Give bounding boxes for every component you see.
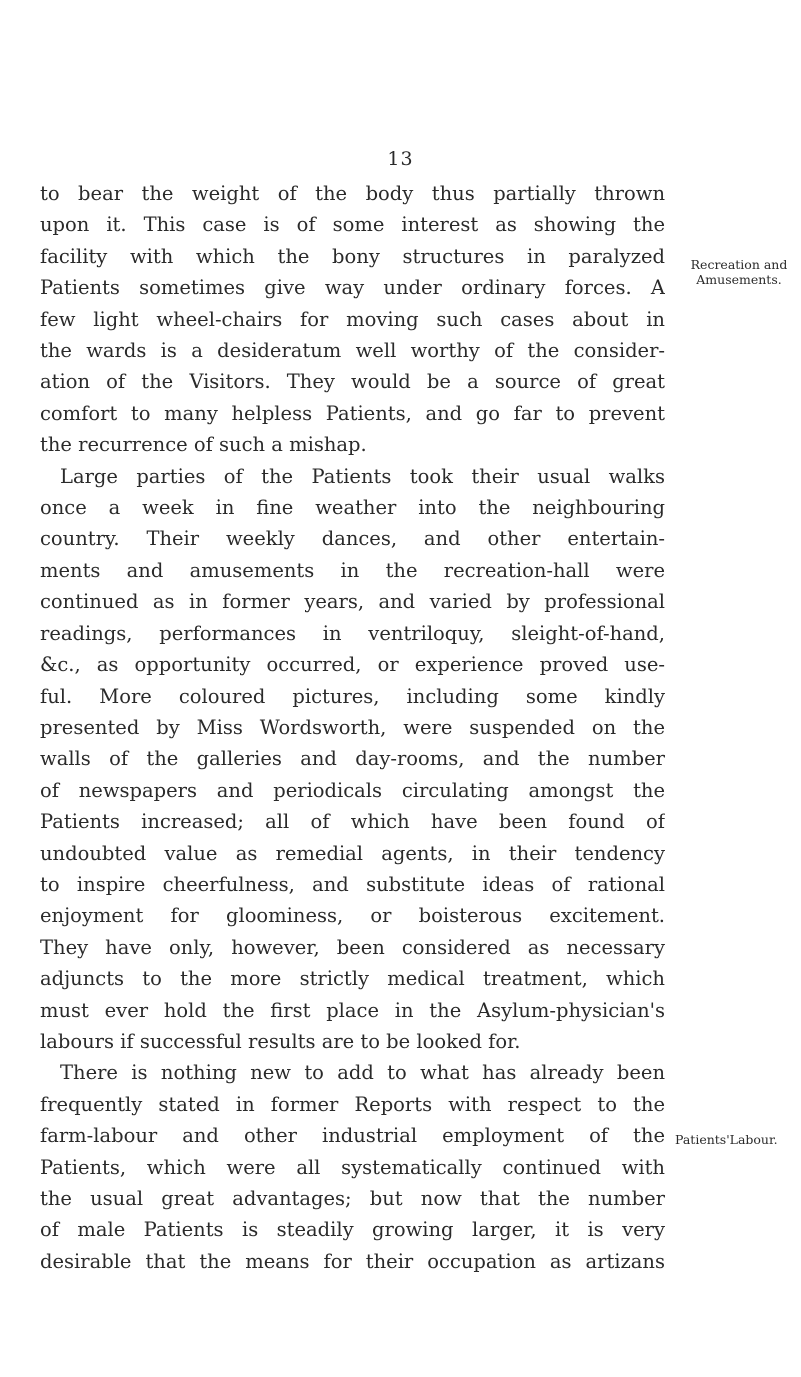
text-line: walls of the galleries and day-rooms, and the number (40, 747, 665, 771)
text-line: readings, performances in ventriloquy, sleight-of-hand, (40, 621, 665, 645)
text-line: must ever hold the first place in the Asylum-physician's (40, 998, 665, 1022)
text-line: labours if successful results are to be looked for. (40, 1029, 521, 1053)
paragraph-patients-labour (40, 1057, 665, 1277)
margin-note-line: Recreation and (690, 257, 788, 272)
text-line: Patients, which were all systematically continued with (40, 1155, 665, 1179)
text-line: the recurrence of such a mishap. (40, 433, 367, 457)
text-line: ation of the Visitors. They would be a source of great (40, 370, 665, 394)
text-line: &c., as opportunity occurred, or experience proved use- (40, 653, 665, 677)
text-line: country. Their weekly dances, and other entertain- (40, 527, 665, 551)
paragraph-recreation (40, 461, 665, 1058)
page-number: 13 (387, 148, 414, 170)
text-line: presented by Miss Wordsworth, were suspended on the (40, 715, 665, 739)
text-line: ful. More coloured pictures, including some kindly (40, 684, 665, 708)
text-line: ments and amusements in the recreation-hall were (40, 558, 665, 582)
text-line: to inspire cheerfulness, and substitute ideas of rational (40, 872, 665, 896)
text-line: Large parties of the Patients took their usual walks (60, 464, 665, 488)
text-line: enjoyment for gloominess, or boisterous excitement. (40, 904, 665, 928)
text-line: of male Patients is steadily growing larger, it is very (40, 1218, 665, 1242)
text-line: Patients sometimes give way under ordinary forces. A (40, 276, 665, 300)
margin-note-recreation (677, 257, 801, 287)
text-line: adjuncts to the more strictly medical treatment, which (40, 967, 665, 991)
margin-note-patients-labour (675, 1132, 799, 1147)
text-line: of newspapers and periodicals circulating amongst the (40, 778, 665, 802)
text-line: to bear the weight of the body thus partially thrown (40, 182, 665, 205)
text-line: continued as in former years, and varied by professional (40, 590, 665, 614)
text-line: comfort to many helpless Patients, and go far to prevent (40, 401, 665, 425)
paragraph-wheel-chairs (40, 178, 665, 461)
text-line: There is nothing new to add to what has already been (60, 1061, 665, 1085)
text-line: facility with which the bony structures in paralyzed (40, 244, 665, 268)
text-line: the usual great advantages; but now that the number (40, 1187, 665, 1210)
text-line: farm-labour and other industrial employment of the (40, 1124, 665, 1148)
text-line: the wards is a desideratum well worthy of the consider- (40, 339, 665, 363)
margin-note-line: Patients'Labour. (675, 1132, 778, 1147)
text-line: They have only, however, been considered as necessary (40, 935, 665, 959)
margin-note-line: Amusements. (696, 272, 782, 287)
text-line: upon it. This case is of some interest as showing the (40, 213, 665, 237)
text-line: desirable that the means for their occupation as artizans (40, 1249, 665, 1273)
text-line: few light wheel-chairs for moving such cases about in (40, 307, 665, 331)
text-line: undoubted value as remedial agents, in their tendency (40, 841, 665, 865)
text-line: frequently stated in former Reports with respect to the (40, 1092, 665, 1116)
text-line: Patients increased; all of which have been found of (40, 810, 665, 834)
body-text (40, 178, 665, 1277)
text-line: once a week in fine weather into the neighbouring (40, 496, 665, 520)
